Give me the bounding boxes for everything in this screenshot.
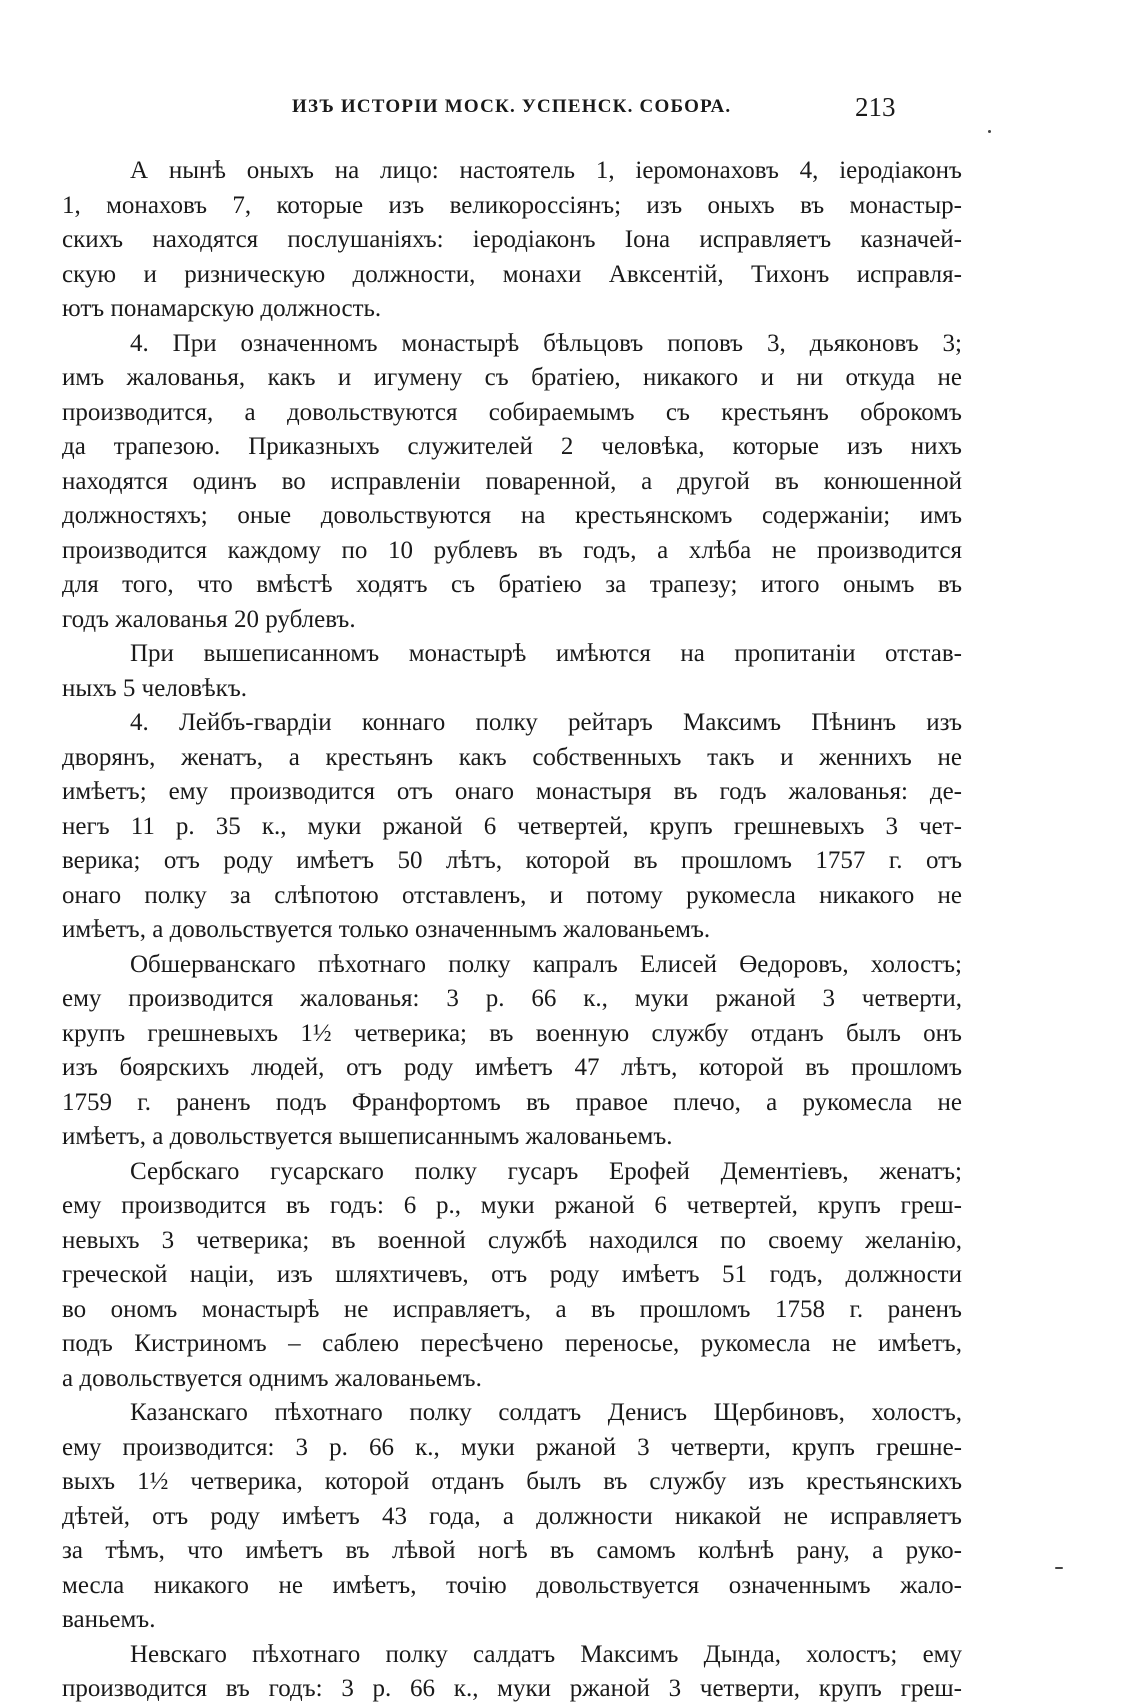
text-line: имѣетъ, а довольствуется только означеннымъ жалованьемъ. <box>62 916 711 943</box>
text-line: негъ 11 р. 35 к., муки ржаной 6 четвертей, крупъ грешневыхъ 3 чет- <box>62 812 962 840</box>
text-line: верика; отъ роду имѣетъ 50 лѣтъ, которой въ прошломъ 1757 г. отъ <box>62 847 962 874</box>
paragraph <box>62 706 962 948</box>
text-line: 4. При означенномъ монастырѣ бѣльцовъ поповъ 3, дьяконовъ 3; <box>130 329 962 357</box>
text-line: Обшерванскаго пѣхотнаго полку капралъ Елисей Өедоровъ, холостъ; <box>130 950 962 978</box>
text-line: ныхъ 5 человѣкъ. <box>62 674 247 702</box>
text-line: изъ боярскихъ людей, отъ роду имѣетъ 47 лѣтъ, которой въ прошломъ <box>62 1054 962 1081</box>
text-line: ему производится: 3 р. 66 к., муки ржаной 3 четверти, крупъ грешне- <box>62 1433 962 1461</box>
text-line: во ономъ монастырѣ не исправляетъ, а въ прошломъ 1758 г. раненъ <box>62 1295 962 1323</box>
text-line: производится каждому по 10 рублевъ въ годъ, а хлѣба не производится <box>62 536 962 564</box>
text-line: производится въ годъ: 3 р. 66 к., муки ржаной 3 четверти, крупъ греш- <box>62 1675 962 1702</box>
text-line: выхъ 1½ четверика, которой отданъ былъ въ службу изъ крестьянскихъ <box>62 1468 962 1495</box>
text-line: подъ Кистриномъ – саблею пересѣчено переносье, рукомесла не имѣетъ, <box>62 1330 962 1357</box>
text-line: 1759 г. раненъ подъ Франфортомъ въ правое плечо, а рукомесла не <box>62 1088 962 1116</box>
text-line: имѣетъ; ему производится отъ онаго монастыря въ годъ жалованья: де- <box>62 778 962 805</box>
paragraph <box>62 1155 962 1397</box>
text-line: 1, монаховъ 7, которые изъ великороссіянъ; изъ оныхъ въ монастыр- <box>62 191 962 219</box>
text-line: При вышеписанномъ монастырѣ имѣются на пропитаніи отстав- <box>130 640 962 667</box>
text-line: находятся одинъ во исправленіи поваренной, а другой въ конюшенной <box>62 467 962 495</box>
text-line: да трапезою. Приказныхъ служителей 2 человѣка, которые изъ нихъ <box>62 433 962 460</box>
paragraph <box>62 327 962 638</box>
text-line: для того, что вмѣстѣ ходятъ съ братіею за трапезу; итого онымъ въ <box>62 571 962 598</box>
text-line: онаго полку за слѣпотою отставленъ, и потому рукомесла никакого не <box>62 881 962 909</box>
text-line: невыхъ 3 четверика; въ военной службѣ находился по своему желанію, <box>62 1226 962 1254</box>
paragraph <box>62 637 962 706</box>
text-line: за тѣмъ, что имѣетъ въ лѣвой ногѣ въ самомъ колѣнѣ рану, а руко- <box>62 1537 962 1564</box>
text-line: А нынѣ оныхъ на лицо: настоятель 1, іеромонаховъ 4, іеродіаконъ <box>130 157 962 184</box>
text-line: дворянъ, женатъ, а крестьянъ какъ собственныхъ такъ и женнихъ не <box>62 743 962 771</box>
paragraph <box>62 154 962 327</box>
text-line: ваньемъ. <box>62 1606 156 1633</box>
text-line: Невскаго пѣхотнаго полку салдатъ Максимъ Дында, холостъ; ему <box>130 1640 962 1668</box>
text-line: 4. Лейбъ-гвардіи коннаго полку рейтаръ Максимъ Пѣнинъ изъ <box>130 709 962 736</box>
paragraph <box>62 1396 962 1638</box>
text-line: греческой націи, изъ шляхтичевъ, отъ роду имѣетъ 51 годъ, должности <box>62 1261 962 1288</box>
print-speck <box>988 130 991 133</box>
body-text <box>62 154 962 1707</box>
text-line: ему производится жалованья: 3 р. 66 к., муки ржаной 3 четверти, <box>62 985 962 1012</box>
paragraph <box>62 1638 962 1707</box>
page-number: 213 <box>855 92 896 122</box>
text-line: месла никакого не имѣетъ, точію довольствуется означеннымъ жало- <box>62 1571 962 1599</box>
text-line: имѣетъ, а довольствуется вышеписаннымъ жалованьемъ. <box>62 1123 673 1150</box>
text-line: должностяхъ; оные довольствуются на крестьянскомъ содержаніи; имъ <box>62 502 962 529</box>
text-line: скую и ризническую должности, монахи Авксентій, Тихонъ исправля- <box>62 260 962 288</box>
paragraph <box>62 948 962 1155</box>
text-line: ютъ понамарскую должность. <box>62 295 382 322</box>
text-line: Сербскаго гусарскаго полку гусаръ Ерофей Дементіевъ, женатъ; <box>130 1157 962 1185</box>
text-line: скихъ находятся послушаніяхъ: іеродіаконъ Іона исправляетъ казначей- <box>62 226 962 253</box>
text-line: Казанскаго пѣхотнаго полку солдатъ Денисъ Щербиновъ, холостъ, <box>130 1399 962 1426</box>
text-line: дѣтей, отъ роду имѣетъ 43 года, а должности никакой не исправляетъ <box>62 1502 962 1530</box>
text-line: ему производится въ годъ: 6 р., муки ржаной 6 четвертей, крупъ греш- <box>62 1192 962 1219</box>
text-line: крупъ грешневыхъ 1½ четверика; въ военную службу отданъ былъ онъ <box>62 1019 962 1047</box>
text-line: имъ жалованья, какъ и игумену съ братіею, никакого и ни откуда не <box>62 364 962 391</box>
print-speck <box>1055 1567 1063 1569</box>
text-line: производится, а довольствуются собираемымъ съ крестьянъ оброкомъ <box>62 398 962 426</box>
text-line: годъ жалованья 20 рублевъ. <box>62 605 356 633</box>
running-title: ИЗЪ ИСТОРІИ МОСК. УСПЕНСК. СОБОРА. <box>292 96 732 117</box>
text-line: а довольствуется однимъ жалованьемъ. <box>62 1364 482 1392</box>
